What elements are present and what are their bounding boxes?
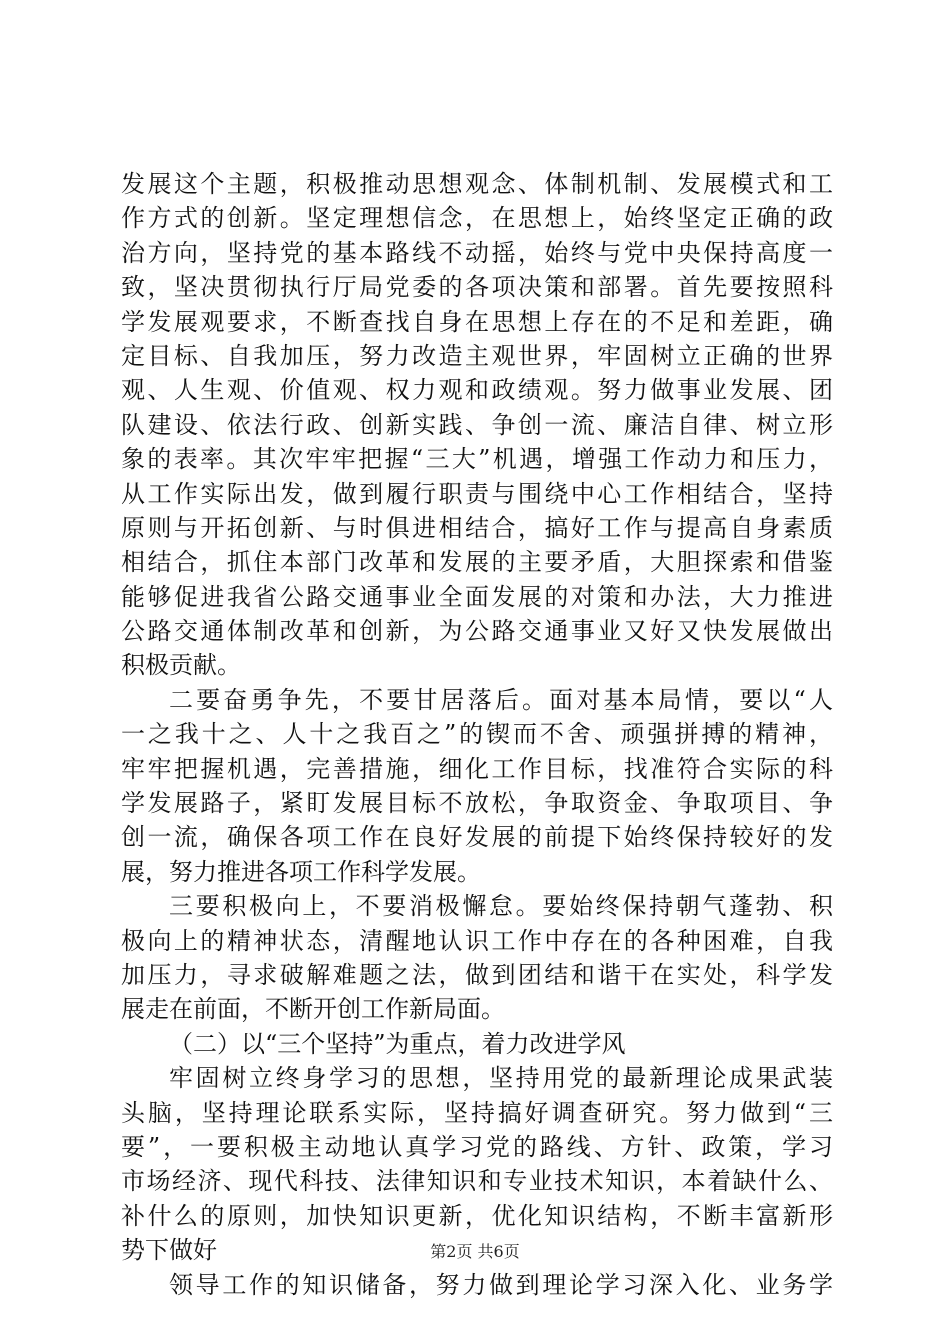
text-line: 定目标、自我加压，努力改造主观世界，牢固树立正确的世界 xyxy=(121,341,833,370)
text-line: 治方向，坚持党的基本路线不动摇，始终与党中央保持高度一 xyxy=(121,238,833,267)
text-line: 展，努力推进各项工作科学发展。 xyxy=(121,857,481,886)
text-line: 牢牢把握机遇，完善措施，细化工作目标，找准符合实际的科 xyxy=(121,754,833,783)
text-line: 观、人生观、价值观、权力观和政绩观。努力做事业发展、团 xyxy=(121,376,833,405)
paragraph-first-line: 三要积极向上，不要消极懈怠。要始终保持朝气蓬勃、积 xyxy=(169,892,833,921)
text-line: 头脑，坚持理论联系实际，坚持搞好调查研究。努力做到“三 xyxy=(121,1098,833,1127)
text-line: 势下做好 xyxy=(121,1236,217,1265)
paragraph-first-line: 二要奋勇争先，不要甘居落后。面对基本局情，要以“人 xyxy=(169,685,833,714)
text-line: 作方式的创新。坚定理想信念，在思想上，始终坚定正确的政 xyxy=(121,204,833,233)
text-line: 积极贡献。 xyxy=(121,651,241,680)
text-line: 公路交通体制改革和创新，为公路交通事业又好又快发展做出 xyxy=(121,617,833,646)
text-line: 学发展观要求，不断查找自身在思想上存在的不足和差距，确 xyxy=(121,307,833,336)
paragraph-first-line: 牢固树立终身学习的思想，坚持用党的最新理论成果武装 xyxy=(169,1064,833,1093)
text-line: 从工作实际出发，做到履行职责与围绕中心工作相结合，坚持 xyxy=(121,479,833,508)
text-line: 要”，一要积极主动地认真学习党的路线、方针、政策，学习 xyxy=(121,1132,833,1161)
text-line: 一之我十之、人十之我百之”的锲而不舍、顽强拼搏的精神， xyxy=(121,720,833,749)
text-line: 致，坚决贯彻执行厅局党委的各项决策和部署。首先要按照科 xyxy=(121,273,833,302)
text-line: 补什么的原则，加快知识更新，优化知识结构，不断丰富新形 xyxy=(121,1201,833,1230)
text-line: 象的表率。其次牢牢把握“三大”机遇，增强工作动力和压力， xyxy=(121,445,833,474)
section-heading: （二）以“三个坚持”为重点，着力改进学风 xyxy=(169,1029,626,1058)
text-line: 市场经济、现代科技、法律知识和专业技术知识，本着缺什么、 xyxy=(121,1167,833,1196)
text-line: 能够促进我省公路交通事业全面发展的对策和办法，大力推进 xyxy=(121,582,833,611)
paragraph-first-line: 领导工作的知识储备，努力做到理论学习深入化、业务学 xyxy=(169,1270,833,1299)
text-line: 相结合，抓住本部门改革和发展的主要矛盾，大胆探索和借鉴 xyxy=(121,548,833,577)
text-line: 展走在前面，不断开创工作新局面。 xyxy=(121,995,505,1024)
text-line: 加压力，寻求破解难题之法，做到团结和谐干在实处，科学发 xyxy=(121,960,833,989)
text-line: 队建设、依法行政、创新实践、争创一流、廉洁自律、树立形 xyxy=(121,410,833,439)
text-line: 发展这个主题，积极推动思想观念、体制机制、发展模式和工 xyxy=(121,170,833,198)
document-body xyxy=(121,167,833,1302)
text-line: 原则与开拓创新、与时俱进相结合，搞好工作与提高自身素质 xyxy=(121,513,833,542)
text-line: 学发展路子，紧盯发展目标不放松，争取资金、争取项目、争 xyxy=(121,789,833,818)
page-number-footer: 第2页 共6页 xyxy=(430,1242,520,1261)
text-line: 创一流，确保各项工作在良好发展的前提下始终保持较好的发 xyxy=(121,823,833,852)
text-line: 极向上的精神状态，清醒地认识工作中存在的各种困难，自我 xyxy=(121,926,833,955)
